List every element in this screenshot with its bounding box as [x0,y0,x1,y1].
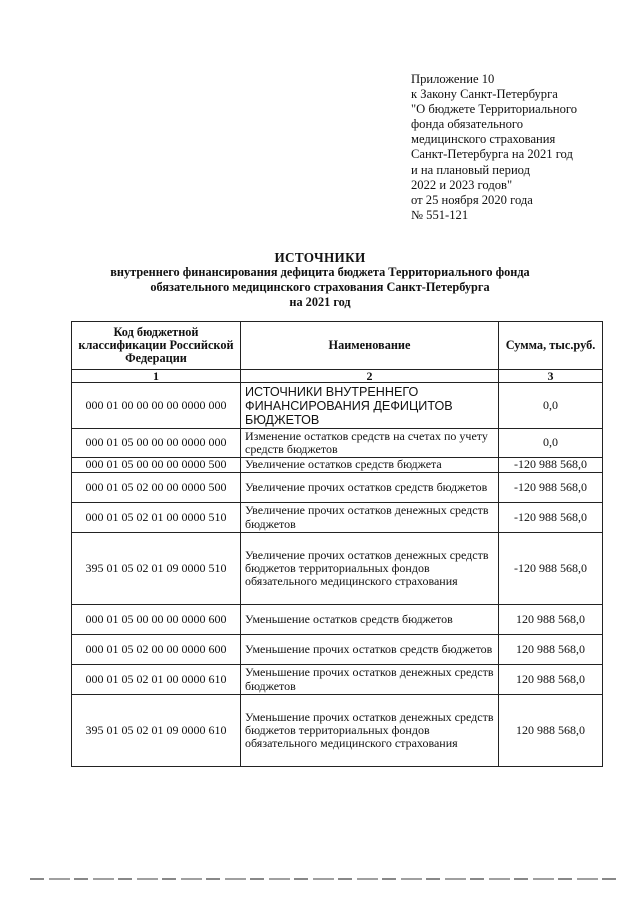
scan-artifact-line [30,878,620,880]
row-sum: -120 988 568,0 [499,503,603,533]
column-number-row [72,370,603,383]
row-name: Уменьшение прочих остатков денежных средств бюджетов территориальных фондов обязательного медицинского страхования [241,695,499,767]
table-row [72,665,603,695]
row-name: Уменьшение прочих остатков денежных средств бюджетов [241,665,499,695]
appendix-line: медицинского страхования [411,132,556,147]
table-row [72,473,603,503]
appendix-line: "О бюджете Территориального [411,102,578,117]
table-row [72,503,603,533]
table-row [72,429,603,458]
table-row [72,458,603,473]
title-line: обязательного медицинского страхования Санкт-Петербурга [150,280,490,294]
appendix-line: Санкт-Петербурга на 2021 год [411,147,573,162]
row-code: 000 01 05 00 00 00 0000 000 [72,429,241,458]
appendix-line: от 25 ноября 2020 года [411,192,533,207]
row-code: 000 01 05 02 01 00 0000 510 [72,503,241,533]
row-sum: 120 988 568,0 [499,665,603,695]
row-sum: 120 988 568,0 [499,605,603,635]
column-number: 1 [72,370,241,383]
appendix-line: Приложение 10 [411,72,495,86]
row-sum: -120 988 568,0 [499,458,603,473]
appendix-line: 2022 и 2023 годов" [411,177,513,192]
title-main: ИСТОЧНИКИ [274,250,366,265]
table-row [72,605,603,635]
table-header-row [72,322,603,370]
row-name: ИСТОЧНИКИ ВНУТРЕННЕГО ФИНАНСИРОВАНИЯ ДЕФИЦИТОВ БЮДЖЕТОВ [241,383,499,429]
appendix-number: № 551-121 [411,207,469,222]
column-number: 2 [241,370,499,383]
row-sum: 120 988 568,0 [499,635,603,665]
appendix-line: к Закону Санкт-Петербурга [411,87,558,102]
row-code: 000 01 05 00 00 00 0000 500 [72,458,241,473]
header-name: Наименование [241,322,499,370]
row-code: 395 01 05 02 01 09 0000 510 [72,533,241,605]
column-number: 3 [499,370,603,383]
row-code: 395 01 05 02 01 09 0000 610 [72,695,241,767]
table-row [72,533,603,605]
row-sum: 120 988 568,0 [499,695,603,767]
row-sum: 0,0 [499,383,603,429]
row-name: Изменение остатков средств на счетах по учету средств бюджетов [241,429,499,458]
appendix-line: и на плановый период [411,162,531,177]
document-title [60,250,580,310]
row-name: Увеличение остатков средств бюджета [241,458,499,473]
row-sum: 0,0 [499,429,603,458]
row-sum: -120 988 568,0 [499,533,603,605]
row-name: Уменьшение прочих остатков средств бюджетов [241,635,499,665]
row-sum: -120 988 568,0 [499,473,603,503]
row-code: 000 01 05 02 00 00 0000 600 [72,635,241,665]
header-code: Код бюджетной классификации Российской Федерации [72,322,241,370]
table-row [72,695,603,767]
financing-sources-table [71,321,603,767]
header-sum: Сумма, тыс.руб. [499,322,603,370]
row-name: Увеличение прочих остатков денежных средств бюджетов территориальных фондов обязательного медицинского страхования [241,533,499,605]
row-code: 000 01 05 02 00 00 0000 500 [72,473,241,503]
row-name: Уменьшение остатков средств бюджетов [241,605,499,635]
table-row [72,383,603,429]
row-name: Увеличение прочих остатков средств бюджетов [241,473,499,503]
row-code: 000 01 05 00 00 00 0000 600 [72,605,241,635]
appendix-line: фонда обязательного [411,117,524,132]
row-name: Увеличение прочих остатков денежных средств бюджетов [241,503,499,533]
title-year: на 2021 год [289,295,351,309]
row-code: 000 01 00 00 00 00 0000 000 [72,383,241,429]
table-row [72,635,603,665]
appendix-reference [411,72,621,223]
row-code: 000 01 05 02 01 00 0000 610 [72,665,241,695]
title-line: внутреннего финансирования дефицита бюджета Территориального фонда [110,265,530,279]
